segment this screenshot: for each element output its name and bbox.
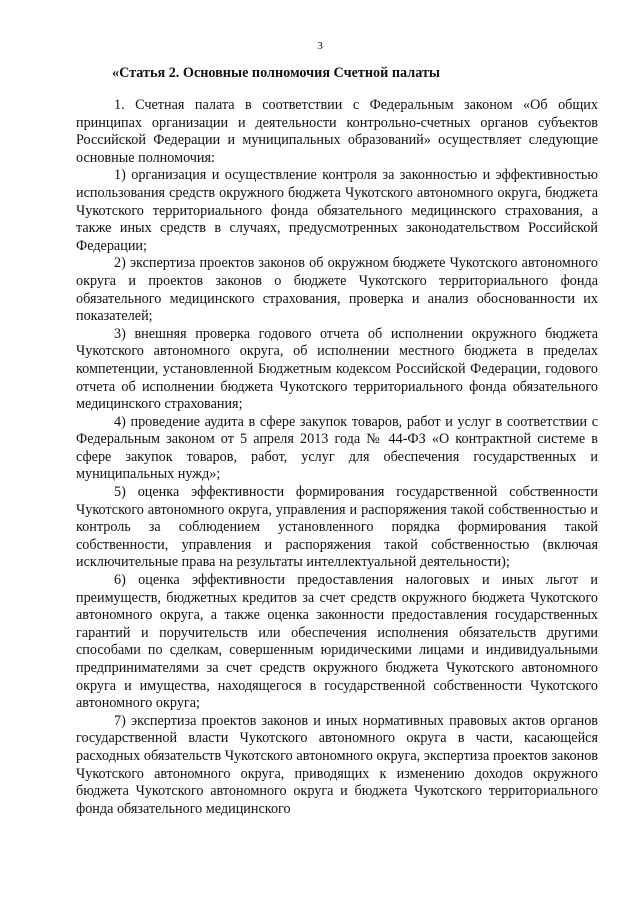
paragraph-intro: 1. Счетная палата в соответствии с Федеральным законом «Об общих принципах организации и деятельности контрольно-счетных органов субъектов Российской Федерации и муниципальных образований» осуществляет следующие основные полномочия: [76, 97, 598, 166]
paragraph-item-5: 5) оценка эффективности формирования государственной собственности Чукотского автономного округа, управления и распоряжения такой собственностью и контроль за соблюдением установленного порядка формирования такой собственности, управления и распоряжения такой собственностью (включая исключительные права на результаты интеллектуальной деятельности); [76, 484, 598, 571]
paragraph-item-6: 6) оценка эффективности предоставления налоговых и иных льгот и преимуществ, бюджетных кредитов за счет средств окружного бюджета Чукотского автономного округа, а также оценка законности предоставления государственных гарантий и поручительств или обеспечения исполнения обязательств другими способами по сделкам, совершенным юридическими лицами и индивидуальными предпринимателями за счет средств окружного бюджета Чукотского автономного округа и имущества, находящегося в государственной собственности Чукотского автономного округа; [76, 572, 598, 712]
paragraph-item-4: 4) проведение аудита в сфере закупок товаров, работ и услуг в соответствии с Федеральным законом от 5 апреля 2013 года № 44-ФЗ «О контрактной системе в сфере закупок товаров, работ, услуг для обеспечения государственных и муниципальных нужд»; [76, 413, 598, 483]
paragraph-item-7: 7) экспертиза проектов законов и иных нормативных правовых актов органов государственной власти Чукотского автономного округа в части, касающейся расходных обязательств Чукотского автономного округа, экспертиза проектов законов Чукотского автономного округа, приводящих к изменению доходов окружного бюджета Чукотского автономного округа и бюджета Чукотского территориального фонда обязательного медицинского [76, 712, 598, 817]
paragraph-item-3: 3) внешняя проверка годового отчета об исполнении окружного бюджета Чукотского автономного округа, об исполнении местного бюджета в пределах компетенции, установленной Бюджетным кодексом Российской Федерации, годового отчета об исполнении бюджета Чукотского территориального фонда обязательного медицинского страхования; [76, 325, 598, 413]
paragraph-item-2: 2) экспертиза проектов законов об окружном бюджете Чукотского автономного округа и проектов законов о бюджете Чукотского территориального фонда обязательного медицинского страхования, проверка и анализ обоснованности их показателей; [76, 255, 598, 325]
page-number: 3 [317, 40, 323, 52]
article-title: «Статья 2. Основные полномочия Счетной палаты [112, 65, 440, 81]
article-body [76, 97, 598, 818]
paragraph-item-1: 1) организация и осуществление контроля за законностью и эффективностью использования средств окружного бюджета Чукотского автономного округа, бюджета Чукотского территориального фонда обязательного медицинского страхования, а также иных средств в случаях, предусмотренных законодательством Российской Федерации; [76, 167, 598, 254]
